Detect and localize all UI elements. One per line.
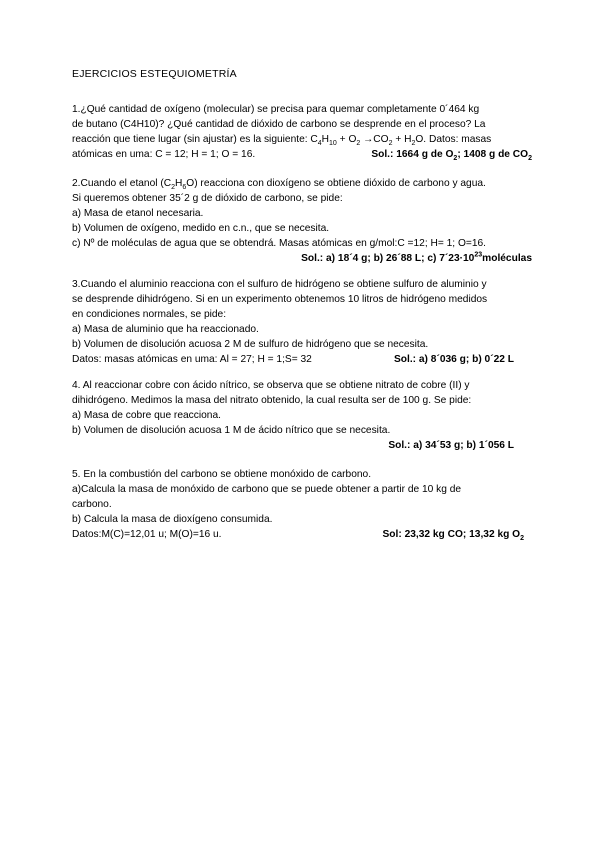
- exercise-2: [72, 176, 532, 266]
- exercise-1-solution: [371, 147, 532, 162]
- exercise-5-data-and-solution: [72, 527, 532, 542]
- exercise-1: [72, 102, 532, 162]
- exercise-1-data-and-solution: [72, 147, 532, 162]
- exercise-3-data: Datos: masas atómicas en uma: Al = 27; H = 1;S= 32: [72, 354, 312, 365]
- solution-text: Sol.: a) 18´4 g; b) 26´88 L; c) 7´23·10: [301, 253, 475, 264]
- subscript: 6: [182, 184, 187, 192]
- exercise-5-line-3: carbono.: [72, 499, 112, 510]
- exercise-2-solution: [72, 251, 532, 266]
- exercise-3-line-2: se desprende dihidrógeno. Si en un experimento obtenemos 10 litros de hidrógeno medidos: [72, 294, 488, 305]
- exercise-5-data: Datos:M(C)=12,01 u; M(O)=16 u.: [72, 529, 222, 540]
- exercise-3-line-3: en condiciones normales, se pide:: [72, 309, 227, 320]
- exercise-2-line-1: [72, 176, 532, 191]
- exercise-3-solution: Sol.: a) 8´036 g; b) 0´22 L: [393, 354, 514, 365]
- exercise-3-item-b: b) Volumen de disolución acuosa 2 M de sulfuro de hidrógeno que se necesita.: [72, 339, 429, 350]
- exercise-2-line-2: Si queremos obtener 35´2 g de dióxido de carbono, se pide:: [72, 193, 343, 204]
- exercise-4-line-1: 4. Al reaccionar cobre con ácido nítrico, se observa que se obtiene nitrato de cobre (II) y: [72, 380, 470, 391]
- solution-text: Sol: 23,32 kg CO; 13,32 kg O: [382, 529, 521, 540]
- exercise-3-item-a: a) Masa de aluminio que ha reaccionado.: [72, 324, 259, 335]
- exercise-5-solution: [383, 527, 525, 542]
- subscript: 4: [317, 140, 322, 148]
- exercise-5-item-b: b) Calcula la masa de dioxígeno consumida.: [72, 514, 273, 525]
- subscript: 10: [329, 140, 337, 148]
- exercise-2-item-c: c) Nº de moléculas de agua que se obtendrá. Masas atómicas en g/mol:C =12; H= 1; O=16.: [72, 238, 486, 249]
- subscript: 2: [388, 140, 393, 148]
- exercise-text: 2.Cuando el etanol (C: [72, 178, 172, 189]
- exercise-4-line-2: dihidrógeno. Medimos la masa del nitrato obtenido, la cual resulta ser de 100 g. Se pide:: [72, 395, 472, 406]
- subscript: 2: [356, 140, 361, 148]
- solution-text: moléculas: [482, 253, 532, 264]
- reaction-text: →CO: [360, 134, 389, 145]
- exercise-3-data-and-solution: [72, 352, 532, 367]
- exercise-2-item-b: b) Volumen de oxígeno, medido en c.n., que se necesita.: [72, 223, 330, 234]
- exercise-1-reaction-line: [72, 132, 532, 147]
- page-title: EJERCICIOS ESTEQUIOMETRÍA: [72, 68, 237, 80]
- subscript: 2: [528, 155, 532, 163]
- reaction-text: H: [321, 134, 330, 145]
- solution-text: Sol.: 1664 g de O: [371, 149, 454, 160]
- exercise-4-item-b: b) Volumen de disolución acuosa 1 M de ácido nítrico que se necesita.: [72, 425, 391, 436]
- reaction-text: + H: [392, 134, 412, 145]
- exercise-4-item-a: a) Masa de cobre que reacciona.: [72, 410, 221, 421]
- exercise-3: [72, 277, 532, 367]
- exercise-1-line-2: de butano (C4H10)? ¿Qué cantidad de dióxido de carbono se desprende en el proceso? La: [72, 119, 486, 130]
- subscript: 2: [453, 155, 458, 163]
- solution-text: ; 1408 g de CO: [457, 149, 529, 160]
- subscript: 2: [171, 184, 176, 192]
- exercise-3-line-1: 3.Cuando el aluminio reacciona con el sulfuro de hidrógeno se obtiene sulfuro de aluminio y: [72, 279, 487, 290]
- subscript: 2: [411, 140, 416, 148]
- exercise-1-line-1: 1.¿Qué cantidad de oxígeno (molecular) se precisa para quemar completamente 0´464 kg: [72, 104, 480, 115]
- reaction-text: reacción que tiene lugar (sin ajustar) es la siguiente: C: [72, 134, 318, 145]
- subscript: 2: [520, 535, 524, 543]
- exercise-2-item-a: a) Masa de etanol necesaria.: [72, 208, 204, 219]
- exercise-1-data: atómicas en uma: C = 12; H = 1; O = 16.: [72, 149, 256, 160]
- reaction-text: O. Datos: masas: [415, 134, 492, 145]
- exercise-4: [72, 378, 532, 453]
- superscript: 23: [474, 251, 483, 259]
- exercise-5-line-1: 5. En la combustión del carbono se obtiene monóxido de carbono.: [72, 469, 372, 480]
- reaction-text: + O: [336, 134, 357, 145]
- exercise-text: H: [175, 178, 183, 189]
- exercise-4-solution: Sol.: a) 34´53 g; b) 1´056 L: [388, 440, 514, 451]
- exercise-5-item-a: a)Calcula la masa de monóxido de carbono que se puede obtener a partir de 10 kg de: [72, 484, 462, 495]
- exercise-5: [72, 467, 532, 542]
- exercise-text: O) reacciona con dioxígeno se obtiene dióxido de carbono y agua.: [186, 178, 486, 189]
